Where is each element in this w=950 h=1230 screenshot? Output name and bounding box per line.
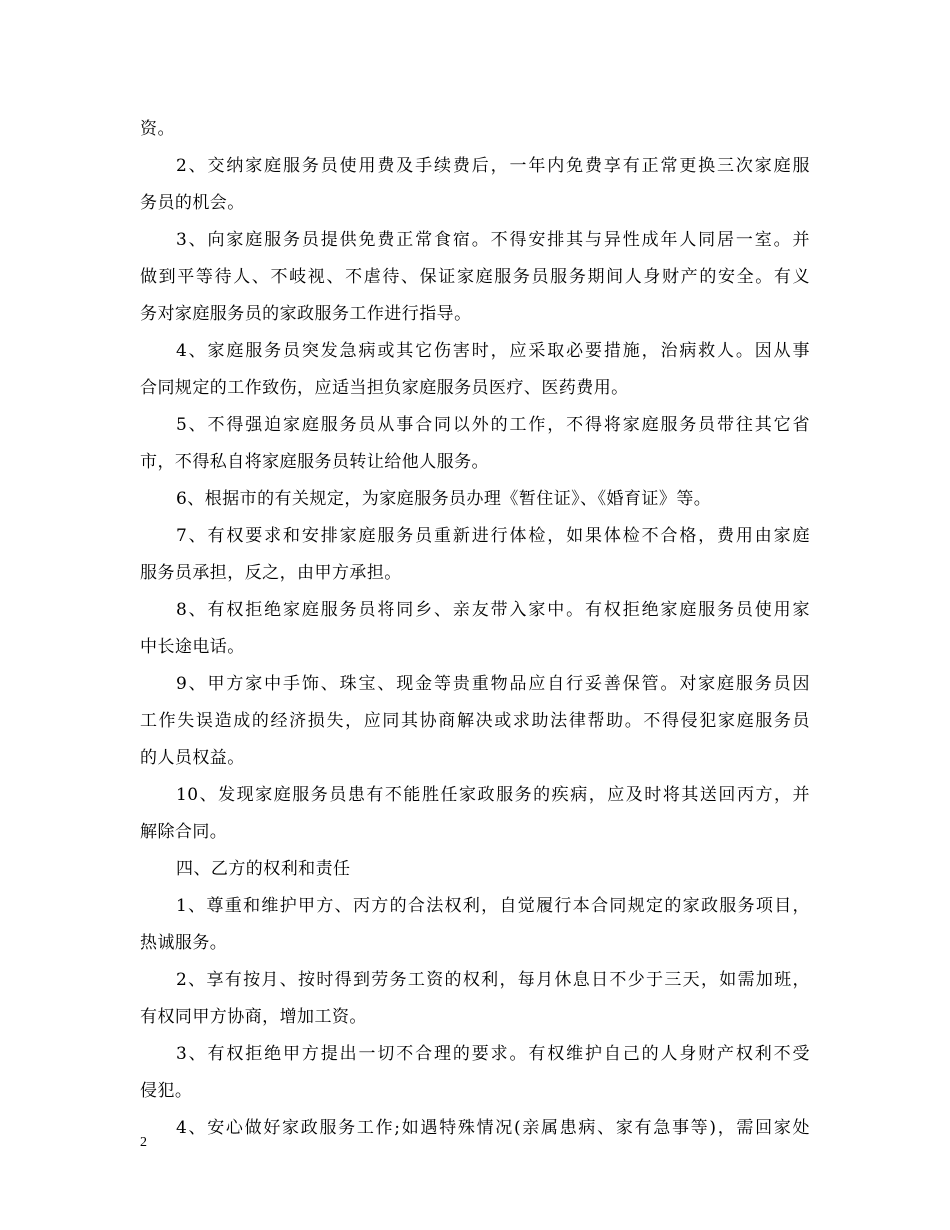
text-line: 热诚服务。 [140,933,228,953]
text-line: 务员的机会。 [140,193,245,213]
text-line: 3、有权拒绝甲方提出一切不合理的要求。有权维护自己的人身财产权利不受 [176,1044,810,1064]
text-line: 有权同甲方协商，增加工资。 [140,1007,367,1027]
text-line: 侵犯。 [140,1081,193,1101]
text-line: 2、享有按月、按时得到劳务工资的权利，每月休息日不少于三天，如需加班， [176,970,810,990]
text-line: 工作失误造成的经济损失，应同其协商解决或求助法律帮助。不得侵犯家庭服务员 [140,711,810,731]
text-line: 服务员承担，反之，由甲方承担。 [140,563,402,583]
text-line: 中长途电话。 [140,637,245,657]
text-line: 3、向家庭服务员提供免费正常食宿。不得安排其与异性成年人同居一室。并 [176,230,810,250]
text-line: 10、发现家庭服务员患有不能胜任家政服务的疾病，应及时将其送回丙方，并 [176,785,810,805]
text-line: 6、根据市的有关规定，为家庭服务员办理《暂住证》、《婚育证》等。 [176,489,712,509]
page-number: 2 [140,1135,147,1150]
text-line: 务对家庭服务员的家政服务工作进行指导。 [140,304,472,324]
text-line: 市，不得私自将家庭服务员转让给他人服务。 [140,452,489,472]
text-line: 的人员权益。 [140,748,245,768]
text-line: 4、家庭服务员突发急病或其它伤害时，应采取必要措施，治病救人。因从事 [176,341,810,361]
text-line: 四、乙方的权利和责任 [176,859,351,879]
text-line: 资。 [140,119,175,139]
text-line: 4、安心做好家政服务工作;如遇特殊情况(亲属患病、家有急事等)，需回家处 [176,1118,810,1138]
text-line: 1、尊重和维护甲方、丙方的合法权利，自觉履行本合同规定的家政服务项目， [176,896,810,916]
text-line: 做到平等待人、不岐视、不虐待、保证家庭服务员服务期间人身财产的安全。有义 [140,267,810,287]
text-line: 合同规定的工作致伤，应适当担负家庭服务员医疗、医药费用。 [140,378,629,398]
text-line: 解除合同。 [140,822,228,842]
text-line: 7、有权要求和安排家庭服务员重新进行体检，如果体检不合格，费用由家庭 [176,526,810,546]
text-line: 8、有权拒绝家庭服务员将同乡、亲友带入家中。有权拒绝家庭服务员使用家 [176,600,810,620]
text-line: 9、甲方家中手饰、珠宝、现金等贵重物品应自行妥善保管。对家庭服务员因 [176,674,810,694]
text-line: 2、交纳家庭服务员使用费及手续费后，一年内免费享有正常更换三次家庭服 [176,156,810,176]
document-body [140,111,810,1147]
text-line: 5、不得强迫家庭服务员从事合同以外的工作，不得将家庭服务员带往其它省 [176,415,810,435]
